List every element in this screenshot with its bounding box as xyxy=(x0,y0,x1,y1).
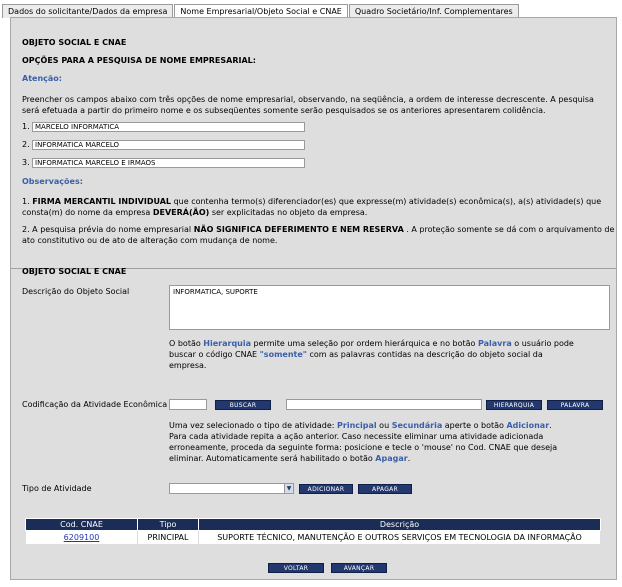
cnae-code-cell xyxy=(26,531,138,545)
cnae-search-input[interactable] xyxy=(286,399,482,410)
observation-2: 2. A pesquisa prévia do nome empresarial NÃO SIGNIFICA DEFERIMENTO E NEM RESERVA . A proteção somente se dá com o arquivamento de ato constitutivo ou de ato de alteração com mudança de nome. xyxy=(22,225,615,245)
name-option-3-input[interactable] xyxy=(32,158,305,168)
observations-label: Observações: xyxy=(22,177,83,186)
tab-dados-solicitante[interactable]: Dados do solicitante/Dados da empresa xyxy=(2,4,173,18)
observation-1: 1. FIRMA MERCANTIL INDIVIDUAL que contenha termo(s) diferenciador(es) que expresse(m) atividade(s) econômica(s), a(s) atividade(s) que consta(m) do nome da empresa DEVERÁ(ÃO) ser explicitadas no objeto da empresa. xyxy=(22,197,602,217)
name-option-2 xyxy=(22,139,305,150)
col-descricao: Descrição xyxy=(199,519,601,531)
section2-title: OBJETO SOCIAL E CNAE xyxy=(22,267,127,276)
cnae-code-input[interactable] xyxy=(169,399,207,410)
col-tipo: Tipo xyxy=(138,519,199,531)
buscar-button[interactable]: BUSCAR xyxy=(215,400,271,410)
option-number: 2. xyxy=(22,140,30,149)
desc-label: Descrição do Objeto Social xyxy=(22,287,130,296)
form-panel xyxy=(10,17,617,580)
attention-label: Atenção: xyxy=(22,74,62,83)
name-option-3 xyxy=(22,157,305,168)
cnae-table xyxy=(25,518,601,545)
option-number: 1. xyxy=(22,122,30,131)
apagar-button[interactable]: APAGAR xyxy=(358,484,412,494)
tab-nome-empresarial[interactable]: Nome Empresarial/Objeto Social e CNAE xyxy=(174,4,347,19)
voltar-button[interactable]: VOLTAR xyxy=(268,563,324,573)
table-header-row xyxy=(26,519,601,531)
tipo-cell: PRINCIPAL xyxy=(138,531,199,545)
palavra-button[interactable]: PALAVRA xyxy=(547,400,603,410)
name-option-2-input[interactable] xyxy=(32,140,305,150)
attention-text: Preencher os campos abaixo com três opções de nome empresarial, observando, na seqüência, a ordem de interesse decrescente. A pesquisa será efetuada a partir do primeiro nome e os subseqüentes somente serão pesquisados se os anteriores apresentarem colidência. xyxy=(22,95,594,115)
name-option-1 xyxy=(22,121,305,132)
cnae-code-link[interactable]: 6209100 xyxy=(63,533,100,542)
hierarquia-button[interactable]: HIERARQUIA xyxy=(486,400,542,410)
instructions-text: Uma vez selecionado o tipo de atividade: Principal ou Secundária aperte o botão Adicionar. Para cada atividade repita a ação anterior. Caso necessite eliminar uma atividade adicionada erroneamente, proceda da seguinte forma: posicione e tecle o 'mouse' no Cod. CNAE que deseja eliminar. Automaticamente será habilitado o botão Apagar. xyxy=(169,421,558,463)
cod-label: Codificação da Atividade Econômica xyxy=(22,400,168,409)
options-title: OPÇÕES PARA A PESQUISA DE NOME EMPRESARIAL: xyxy=(22,56,256,65)
chevron-down-icon: ▼ xyxy=(284,484,293,493)
tab-quadro-societario[interactable]: Quadro Societário/Inf. Complementares xyxy=(349,4,519,18)
desc-textarea[interactable]: INFORMATICA, SUPORTE xyxy=(169,285,610,330)
table-row[interactable] xyxy=(26,531,601,545)
col-cod-cnae: Cod. CNAE xyxy=(26,519,138,531)
option-number: 3. xyxy=(22,158,30,167)
adicionar-button[interactable]: ADICIONAR xyxy=(299,484,353,494)
tipo-label: Tipo de Atividade xyxy=(22,484,92,493)
hierarchy-help-text: O botão Hierarquia permite uma seleção por ordem hierárquica e no botão Palavra o usuário pode buscar o código CNAE "somente" com as palavras contidas na descrição do objeto social da empresa. xyxy=(169,339,574,370)
avancar-button[interactable]: AVANÇAR xyxy=(331,563,387,573)
tipo-atividade-select[interactable] xyxy=(169,483,294,494)
descricao-cell: SUPORTE TÉCNICO, MANUTENÇÃO E OUTROS SERVIÇOS EM TECNOLOGIA DA INFORMAÇÃO xyxy=(199,531,601,545)
section-title: OBJETO SOCIAL E CNAE xyxy=(22,38,127,47)
name-option-1-input[interactable] xyxy=(32,122,305,132)
tab-bar xyxy=(2,4,520,18)
